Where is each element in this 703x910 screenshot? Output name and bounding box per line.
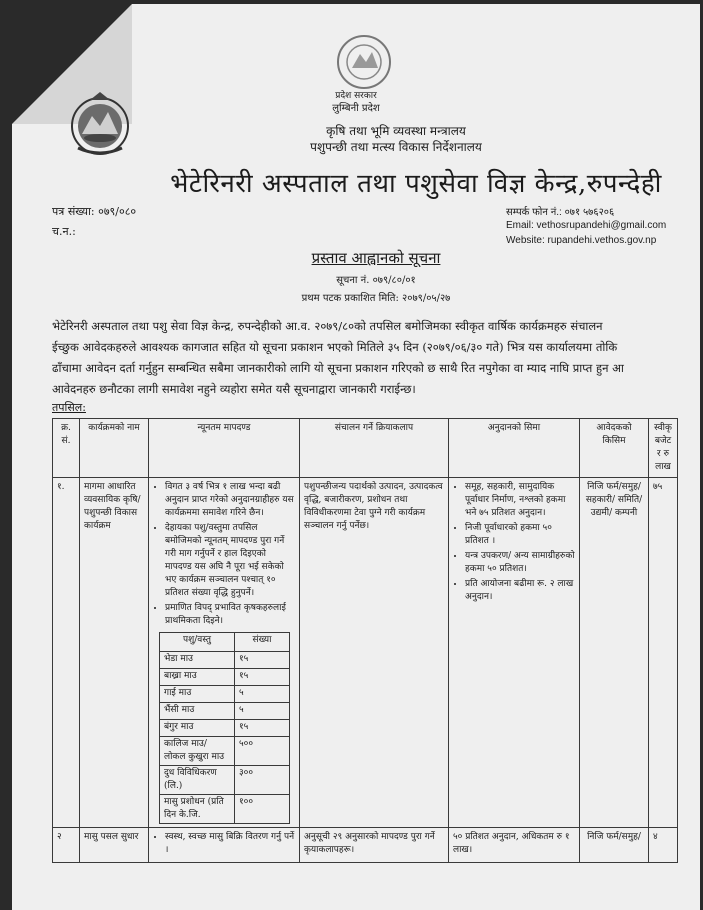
cell-activity: पशुपन्छीजन्य पदार्थको उत्पादन, उत्पादकत्व वृद्धि, बजारीकरण, प्रशोधन तथा विविधीकरणमा टेवा पुग्ने गरी कार्यक्रम सञ्चालन गर्नु पर्नेछ। [300, 478, 449, 828]
col-header-criteria: न्यूनतम मापदण्ड [149, 419, 300, 478]
criteria-item: • विगत ३ वर्ष भित्र १ लाख भन्दा बढी अनुदान प्राप्त गरेको अनुदानग्राहीहरु यस कार्यक्रममा समावेश गरिने छैन। [165, 481, 295, 520]
livestock-type: भेडा माउ [160, 652, 235, 669]
livestock-row [160, 795, 290, 824]
col-header-grant: अनुदानको सिमा [449, 419, 580, 478]
program-table [52, 418, 678, 863]
grant-item: • समूह, सहकारी, सामुदायिक पूर्वाधार निर्माण, नश्लको हकमा भने ७५ प्रतिशत अनुदान। [465, 481, 575, 520]
office-line-1: प्रदेश सरकार [335, 91, 377, 101]
criteria-item: • स्वस्थ, स्वच्छ मासु बिक्रि वितरण गर्नु पर्ने । [165, 831, 295, 857]
livestock-table [159, 632, 290, 824]
intro-line: भेटेरिनरी अस्पताल तथा पशु सेवा विज्ञ केन्द्र, रुपन्देहीको आ.व. २०७९/८०को तपसिल बमोजिमका स्वीकृत वार्षिक कार्यक्रमहरु संचालन [52, 319, 603, 333]
province-stamp-icon [334, 32, 394, 92]
notice-title: प्रस्ताव आह्वानको सूचना [311, 249, 441, 267]
office-line-2: लुम्बिनी प्रदेश [332, 103, 380, 114]
livestock-type: बाख्रा माउ [160, 669, 235, 686]
livestock-col-header: संख्या [235, 633, 290, 652]
table-row [53, 828, 678, 863]
livestock-count: ५ [235, 703, 290, 720]
livestock-type: बंगुर माउ [160, 720, 235, 737]
table-row [53, 478, 678, 828]
livestock-count: १५ [235, 652, 290, 669]
livestock-col-header: पशु/वस्तु [160, 633, 235, 652]
col-header-budget: स्वीकृ बजेट र रु लाख [649, 419, 678, 478]
ministry-name: कृषि तथा भूमि व्यवस्था मन्त्रालय [326, 124, 466, 138]
livestock-row [160, 737, 290, 766]
livestock-row [160, 669, 290, 686]
cell-program-name: मासु पसल सुधार [80, 828, 149, 863]
cell-criteria [149, 828, 300, 863]
cell-grant: ५० प्रतिशत अनुदान, अधिकतम रु १ लाख। [449, 828, 580, 863]
grant-item: • निजी पूर्वाधारको हकमा ५० प्रतिशत । [465, 522, 575, 548]
criteria-item: • प्रमाणित विपद् प्रभावित कृषकहरुलाई प्राथमिकता दिइने। [165, 602, 295, 628]
schedule-label: तपसिल: [52, 401, 86, 414]
col-header-name: कार्यक्रमको नाम [80, 419, 149, 478]
cell-budget: ७५ [649, 478, 678, 828]
notice-number: सूचना नं. ०७९/८०/०१ [336, 275, 416, 286]
intro-line: ढाँचामा आवेदन दर्ता गर्नुहुन सम्बन्धित सबैमा जानकारीको लागि यो सूचना प्रकाशन गरिएको छ साथै रित नपुगेका वा म्याद नाघि प्राप्त हुन आ [52, 361, 624, 375]
page-title: भेटेरिनरी अस्पताल तथा पशुसेवा विज्ञ केन्द्र,रुपन्देही [170, 169, 662, 199]
livestock-type: कालिज माउ/ लोकल कुखुरा माउ [160, 737, 235, 766]
livestock-count: १०० [235, 795, 290, 824]
livestock-row [160, 686, 290, 703]
livestock-count: १५ [235, 669, 290, 686]
cell-sn: १. [53, 478, 80, 828]
contact-website: Website: rupandehi.vethos.gov.np [506, 235, 657, 246]
intro-paragraph [52, 316, 697, 400]
cell-program-name: मागमा आधारित व्यवसायिक कृषि/पशुपन्छी विकास कार्यक्रम [80, 478, 149, 828]
col-header-activity: संचालन गर्ने क्रियाकलाप [300, 419, 449, 478]
cell-applicant: निजि फर्म/समुह/ सहकारी/ समिति/ उद्यमी/ कम्पनी [580, 478, 649, 828]
livestock-type: मासु प्रशोधन (प्रति दिन के.जि. [160, 795, 235, 824]
livestock-count: ३०० [235, 766, 290, 795]
livestock-type: गाई माउ [160, 686, 235, 703]
livestock-row [160, 720, 290, 737]
cell-activity: अनुसूची २९ अनुसारको मापदण्ड पुरा गर्ने कृयाकलापहरू। [300, 828, 449, 863]
contact-phone: सम्पर्क फोन नं.: ०७१ ५७६२०६ [506, 207, 615, 218]
intro-line: आवेदनहरु छनौटका लागी समावेश नहुने व्यहोरा समेत यसै सूचनाद्वारा जानकारी गराईन्छ। [52, 382, 416, 396]
cell-grant [449, 478, 580, 828]
grant-item: • यन्त्र उपकरण/ अन्य सामाग्रीहरुको हकमा ५० प्रतिशत। [465, 550, 575, 576]
livestock-header-row [160, 633, 290, 652]
livestock-count: १५ [235, 720, 290, 737]
reference-number: च.न.: [52, 225, 76, 238]
grant-item: • प्रति आयोजना बढीमा रू. २ लाख अनुदान। [465, 578, 575, 604]
department-name: पशुपन्छी तथा मत्स्य विकास निर्देशनालय [310, 140, 482, 154]
cell-budget: ४ [649, 828, 678, 863]
livestock-type: दुध विविधिकरण (लि.) [160, 766, 235, 795]
livestock-count: ५०० [235, 737, 290, 766]
cell-criteria [149, 478, 300, 828]
cell-sn: २ [53, 828, 80, 863]
contact-email: Email: vethosrupandehi@gmail.com [506, 220, 667, 231]
col-header-applicant: आवेदकको किसिम [580, 419, 649, 478]
notice-page [12, 4, 700, 910]
livestock-row [160, 766, 290, 795]
intro-line: ईच्छुक आवेदकहरुले आवश्यक कागजात सहित यो सूचना प्रकाशन भएको मितिले ३५ दिन (२०७९/०६/३० गते) भित्र यस कार्यालयमा तोकि [52, 340, 618, 354]
livestock-row [160, 652, 290, 669]
letter-number: पत्र संख्या: ०७९/०८० [52, 205, 137, 218]
livestock-count: ५ [235, 686, 290, 703]
criteria-item: • देहायका पशु/वस्तुमा तपसिल बमोजिमको न्यूनतम् मापदण्ड पुरा गर्ने गरी माग गर्नुपर्ने र हाल दिइएको मापदण्ड यस अघि नै पूरा भई सकेको भए कार्यक्रम सञ्चालन पश्चात् १० प्रतिशत संख्या वृद्धि हुनुपर्ने। [165, 522, 295, 600]
col-header-sn: क्र. सं. [53, 419, 80, 478]
cell-applicant: निजि फर्म/समुह/ [580, 828, 649, 863]
livestock-type: भैंसी माउ [160, 703, 235, 720]
notice-date: प्रथम पटक प्रकाशित मिति: २०७९/०५/२७ [301, 293, 451, 304]
livestock-row [160, 703, 290, 720]
table-header-row [53, 419, 678, 478]
